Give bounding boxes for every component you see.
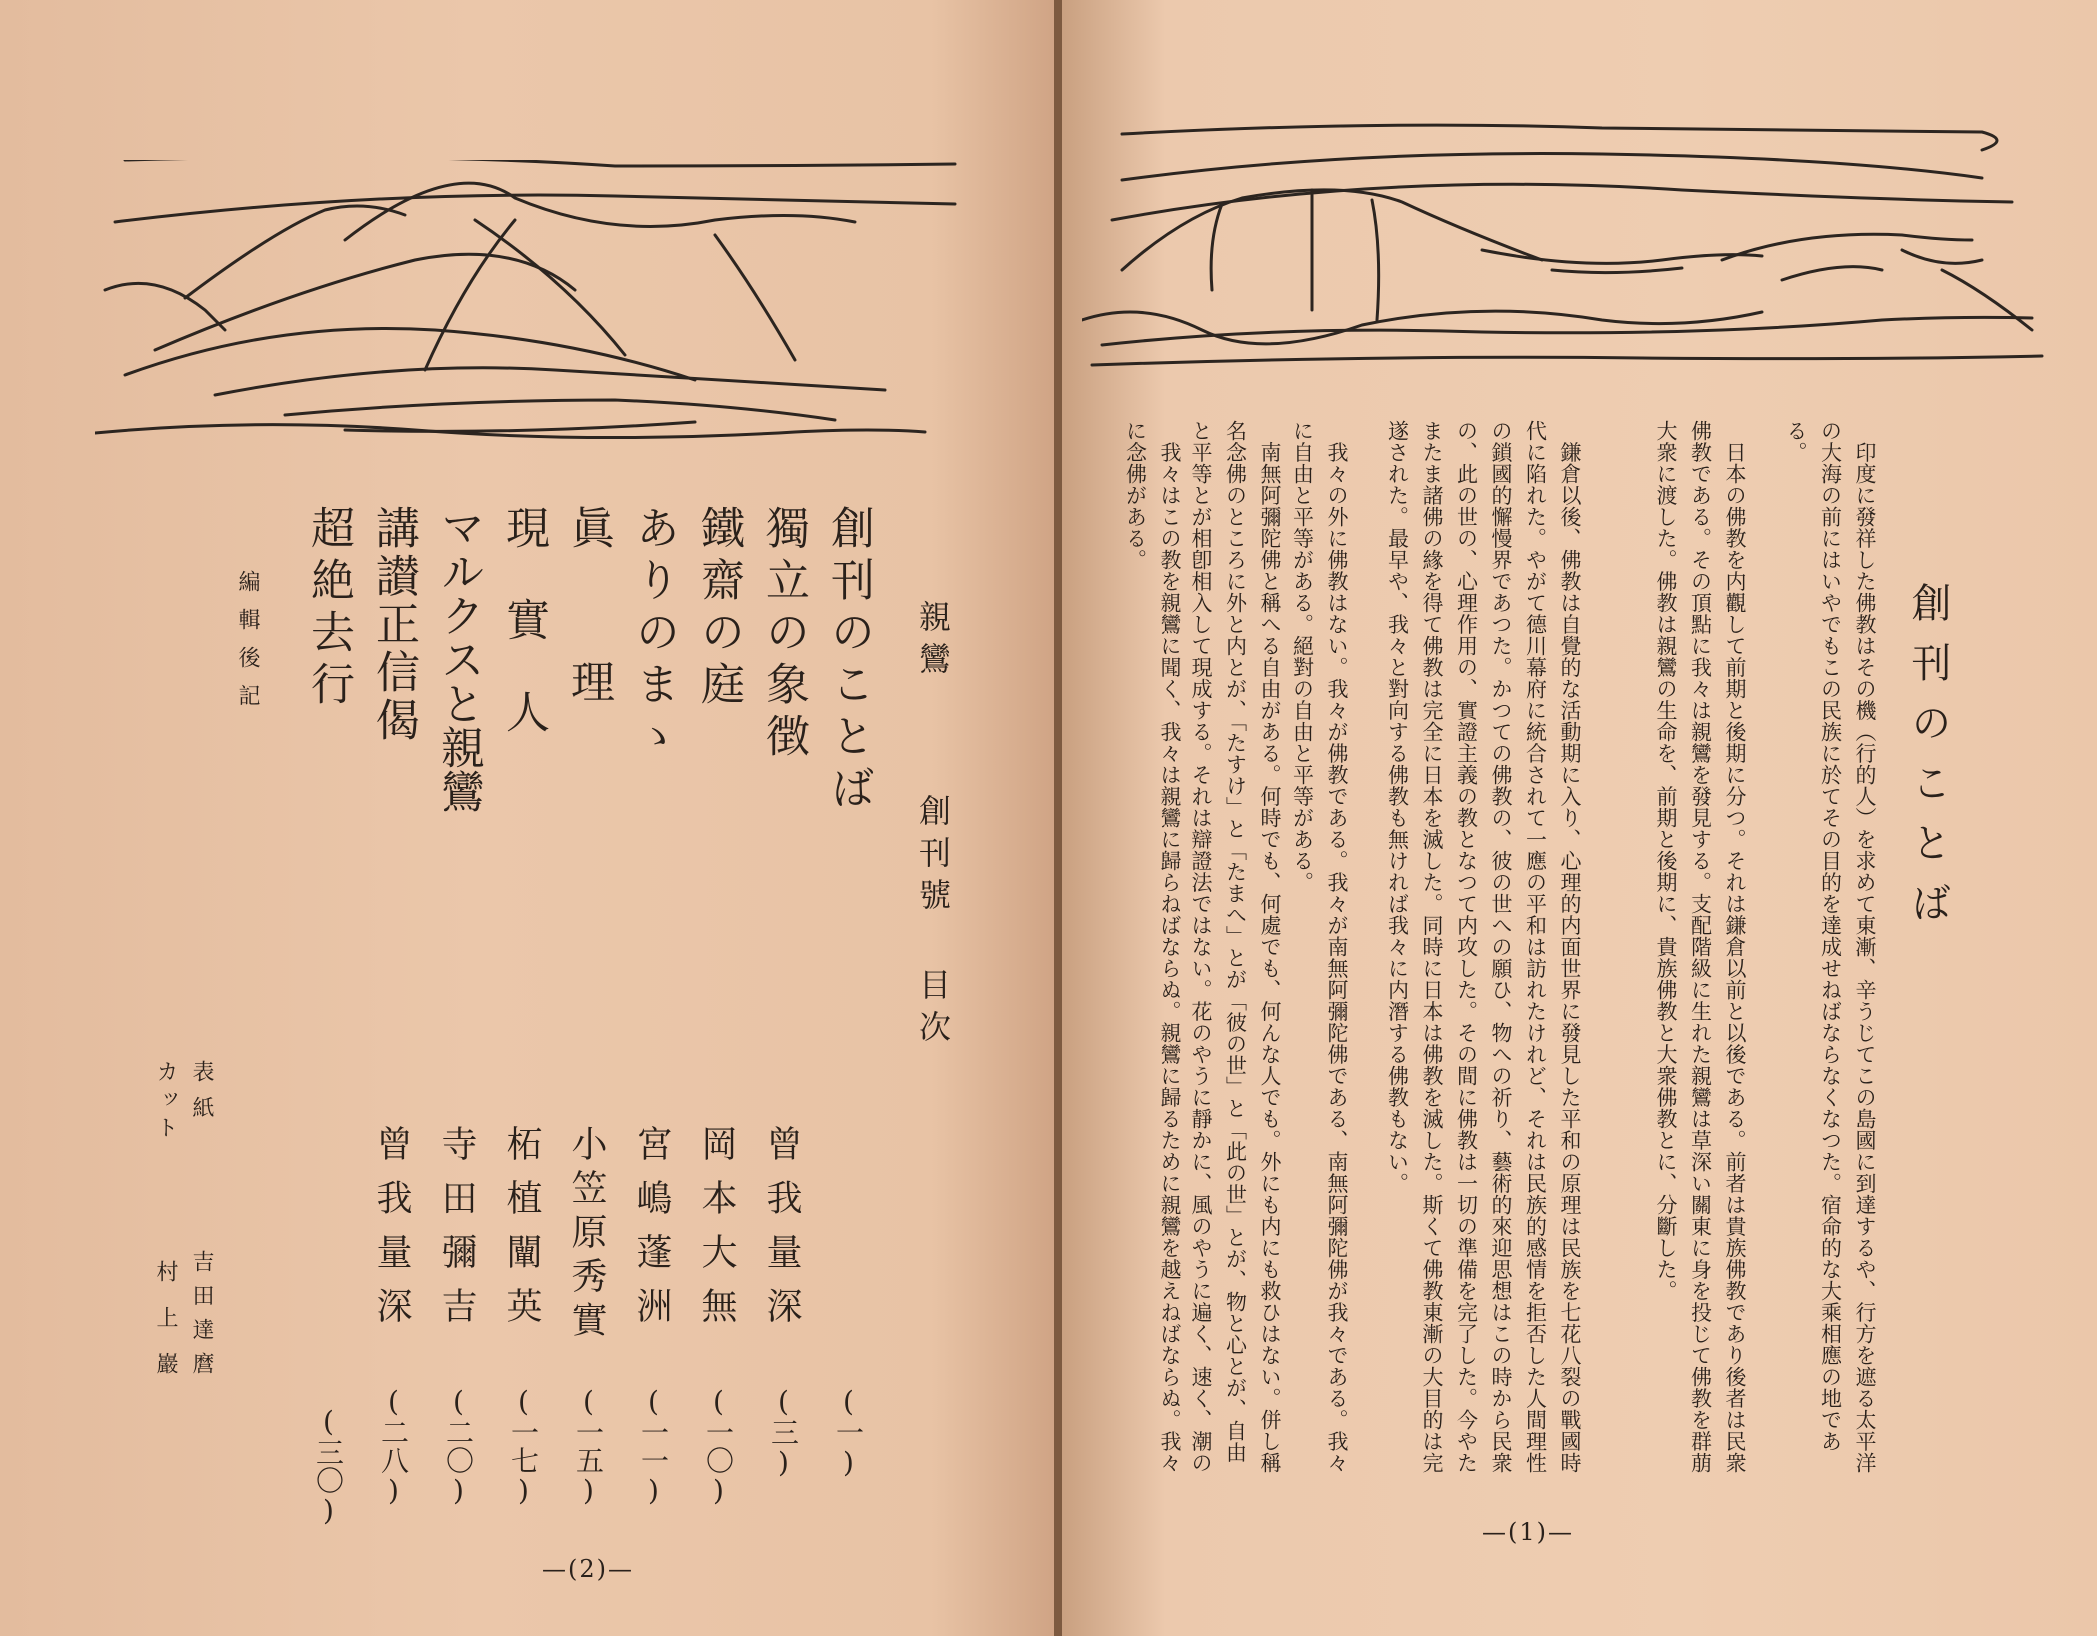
toc-entry-author: 小笠原秀實 (566, 1125, 607, 1345)
toc-entry-author: 柘植闡英 (501, 1125, 542, 1341)
article-paragraph: 日本の佛教を内觀して前期と後期に分つ。それは鎌倉以前と以後である。前者は貴族佛教であり後者は民衆佛教である。その頂點に我々は親鸞を發見する。支配階級に生れた親鸞は草深い關東に身を投じて佛教を群萠大衆に渡した。佛教は親鸞の生命を、前期と後期に、貴族佛教と大衆佛教とに、分斷した。 (1654, 420, 1747, 1474)
toc-entry-title: 鐵齋の庭 (693, 505, 744, 713)
toc-entry-title: 講讃正信偈 (368, 505, 419, 745)
toc-entry-title: 創刊のことば (823, 505, 874, 817)
article-paragraph: 我々はこの教を親鸞に聞く、我々は親鸞に歸らねばならぬ。親鸞に歸るために親鸞を越えねばならぬ。我々に念佛がある。 (1123, 420, 1182, 1474)
toc-magazine-title: 親鸞 (914, 600, 952, 684)
toc-entry-page: (一一) (637, 1385, 670, 1507)
toc-entry-page: (一〇) (702, 1385, 735, 1507)
toc-entry-author: 寺田彌吉 (436, 1125, 477, 1341)
toc-entry-author: 宮嶋蓬洲 (631, 1125, 672, 1341)
toc-entry-title: ありのまゝ (628, 505, 679, 765)
toc-entry[interactable] (615, 505, 685, 1505)
mountain-sketch-left (95, 160, 975, 450)
toc-entry-title: マルクスと親鸞 (433, 505, 484, 813)
toc-heading (910, 600, 956, 1052)
page-number: —(1)— (1482, 1518, 1574, 1546)
toc-entry-page: (一七) (507, 1385, 540, 1507)
article-paragraph: 南無阿彌陀佛と稱へる自由がある。何時でも、何處でも、何んな人でも。外にも内にも救ひはない。併し稱名念佛のところに外と内とが、「たすけ」と「たまへ」とが「彼の世」と「此の世」とが、物と心とが、自由と平等とが相卽相入して現成する。それは辯證法ではない。花のやうに靜かに、風のやうに遍く、速く、潮の (1189, 420, 1282, 1474)
editor-note-link[interactable]: 編輯後記 (235, 570, 260, 722)
article-paragraph: 我々の外に佛教はない。我々が佛教である。我々が南無阿彌陀佛である、南無阿彌陀佛が我々である。我々に自由と平等がある。絕對の自由と平等がある。 (1290, 420, 1349, 1474)
toc-entry[interactable] (745, 505, 815, 1505)
toc-entry-page: (二八) (377, 1385, 410, 1507)
mountain-sketch-right (1082, 120, 2062, 380)
credit-role: カット (153, 1060, 178, 1144)
toc-entry[interactable] (810, 505, 880, 1505)
toc-entry[interactable] (355, 505, 425, 1505)
toc-entry[interactable] (290, 505, 360, 1527)
toc-entry-author: 曾我量深 (371, 1125, 412, 1341)
toc-entry[interactable] (485, 505, 555, 1505)
toc-entry-page: (二〇) (442, 1385, 475, 1507)
toc-entry-page: (三) (767, 1385, 800, 1479)
toc-entry-page: (一) (832, 1385, 865, 1479)
right-page (1062, 0, 2097, 1636)
toc-entry-page: (一五) (572, 1385, 605, 1507)
toc-entry-page: (三〇) (312, 1405, 345, 1527)
article-title: 創刊のことば (1905, 582, 1951, 942)
toc-entry[interactable] (550, 505, 620, 1505)
toc-entry-author: 岡本大無 (696, 1125, 737, 1341)
toc-entry-author: 曾我量深 (761, 1125, 802, 1341)
toc-entry-title: 超絶去行 (303, 505, 354, 713)
page-number: —(2)— (542, 1555, 634, 1583)
credit-name: 吉田達麿 (189, 1250, 214, 1386)
article-paragraph: 印度に發祥した佛教はその機（行的人）を求めて東漸、辛うじてこの島國に到達するや、行方を遮る太平洋の大海の前にはいやでもこの民族に於てその目的を達成せねばならなくなつた。宿命的な大乘相應の地である。 (1784, 420, 1877, 1474)
toc-entry[interactable] (680, 505, 750, 1505)
toc-issue-label: 創刊號 目次 (914, 794, 952, 1052)
toc-entry-title: 現實人 (498, 505, 549, 781)
article-paragraph: 鎌倉以後、佛教は自覺的な活動期に入り、心理的内面世界に發見した平和の原理は民族を七花八裂の戰國時代に陷れた。やがて德川幕府に統合されて一應の平和は訪れたけれど、それは民族的感情を拒否した人間理性の鎖國的懈慢界であつた。かつての佛教の、彼の世への願ひ、物への祈り、藝術的來迎思想はこの時から民衆の、此の世の、心理作用の、實證主義の教となつて内攻した。その間に佛教は一切の準備を完了した。今やたまたま諸佛の緣を得て佛教は完全に日本を滅した。同時に日本は佛教を滅した。斯くて佛教東漸の大目的は完遂された。最早や、我々と對向する佛教も無ければ我々に内潛する佛教もない。 (1385, 420, 1582, 1474)
credit-role: 表紙 (189, 1060, 214, 1132)
credit-name: 村上巖 (153, 1260, 178, 1398)
toc-entry[interactable] (420, 505, 490, 1505)
toc-entry-title: 獨立の象徴 (758, 505, 809, 765)
toc-entry-title: 眞理 (563, 505, 614, 813)
